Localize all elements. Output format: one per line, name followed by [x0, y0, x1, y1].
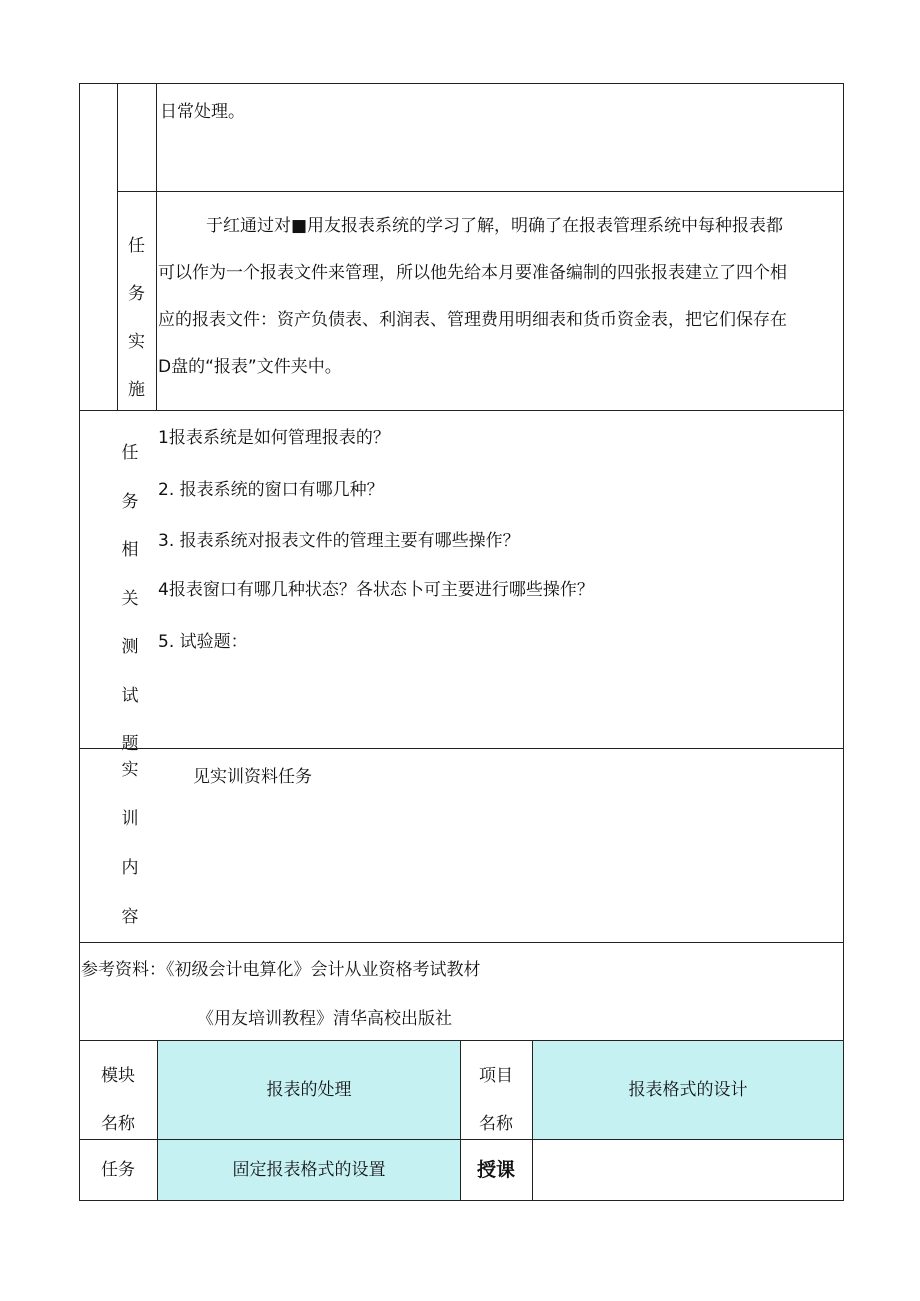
project-name-value: 报表格式的设计 — [628, 1080, 748, 1100]
task-label: 任务 — [101, 1160, 135, 1180]
teaching-label: 授课 — [476, 1159, 515, 1181]
table-border-bottom — [79, 1200, 844, 1201]
row-divider — [79, 1040, 844, 1041]
column-divider — [532, 1040, 533, 1201]
daily-processing-text: 日常处理。 — [160, 102, 245, 122]
test-question: 2. 报表系统的窗口有哪几种？ — [158, 480, 384, 500]
test-question: 5. 试验题： — [158, 632, 248, 652]
row-divider — [79, 410, 844, 411]
reference-line-1: 参考资料：《初级会计电算化》会计从业资格考试教材 — [81, 960, 481, 980]
training-text: 见实训资料任务 — [193, 767, 312, 787]
task-value: 固定报表格式的设置 — [232, 1160, 386, 1180]
column-divider — [156, 83, 157, 411]
table-border-right — [843, 83, 844, 1201]
project-name-label: 项目 名称 — [479, 1066, 513, 1134]
module-name-value: 报表的处理 — [266, 1080, 352, 1100]
table-border-top — [79, 83, 844, 84]
implementation-label: 任 务 实 施 — [128, 236, 145, 400]
implementation-paragraph: 于红通过对■用友报表系统的学习了解，明确了在报表管理系统中每种报表都 可以作为一个报表文件来管理，所以他先给本月要准备编制的四张报表建立了四个相 应的报表文件：资产负债表、利润表、管理费用明细表和货币资金表，把它们保存在 D盘的“报表”文件夹中。 — [158, 216, 787, 377]
row-divider — [117, 191, 844, 192]
training-label: 实 训 内 容 — [121, 760, 139, 927]
row-divider — [79, 942, 844, 943]
test-label: 任 务 相 关 测 试 题 — [121, 443, 139, 754]
test-question: 4报表窗口有哪几种状态？各状态卜可主要进行哪些操作？ — [158, 580, 594, 600]
row-divider — [79, 748, 844, 749]
test-question: 1报表系统是如何管理报表的？ — [158, 428, 390, 448]
module-name-label: 模块 名称 — [101, 1066, 135, 1134]
test-question: 3. 报表系统对报表文件的管理主要有哪些操作？ — [158, 531, 520, 551]
reference-line-2: 《用友培训教程》清华高校出版社 — [197, 1009, 452, 1029]
